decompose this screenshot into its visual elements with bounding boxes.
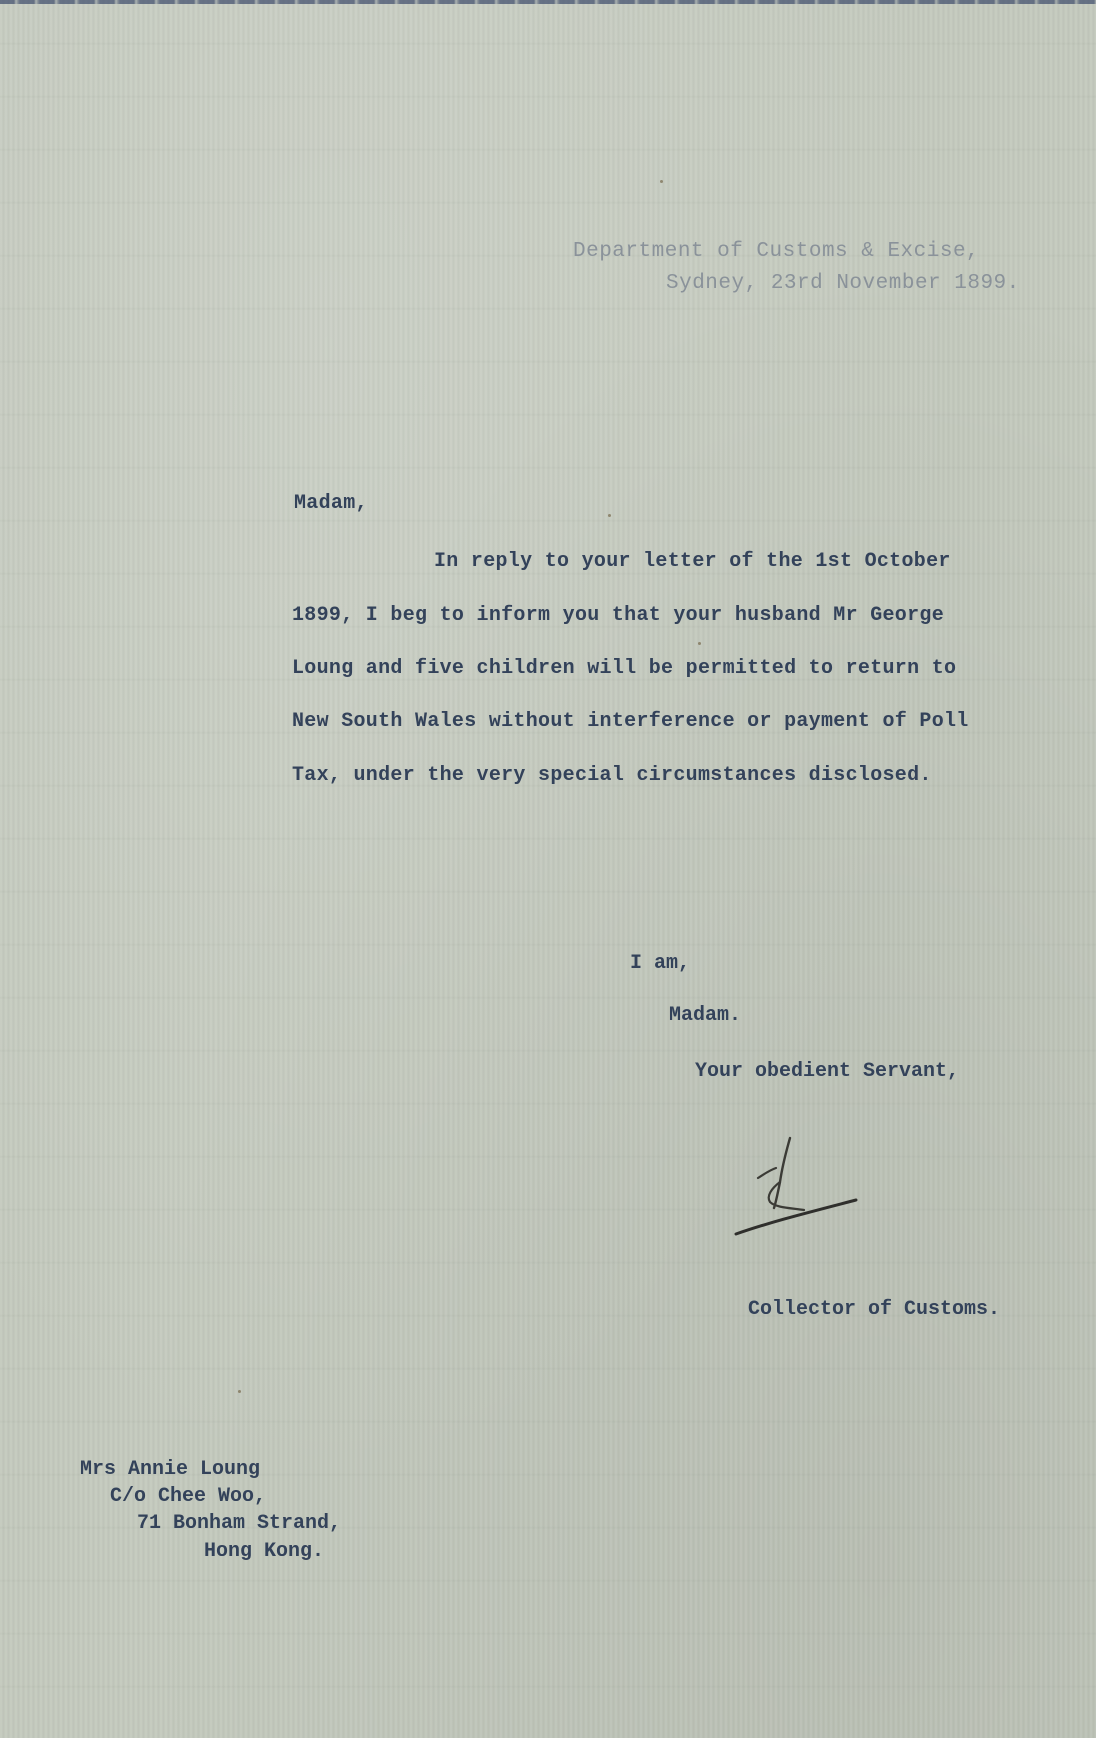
paper-speck [238,1390,241,1393]
recipient-street: 71 Bonham Strand, [137,1512,342,1535]
closing-madam: Madam. [669,1004,742,1027]
body-line-2: 1899, I beg to inform you that your husband Mr George [292,604,945,627]
recipient-name: Mrs Annie Loung [80,1458,261,1481]
body-line-1: In reply to your letter of the 1st October [434,550,951,573]
salutation: Madam, [294,492,368,515]
closing-obedient-servant: Your obedient Servant, [695,1060,960,1083]
recipient-care-of: C/o Chee Woo, [110,1485,267,1508]
body-line-5: Tax, under the very special circumstances disclosed. [292,764,932,787]
department-heading: Department of Customs & Excise, [573,240,980,263]
signatory-title: Collector of Customs. [748,1298,1001,1321]
body-line-4: New South Wales without interference or payment of Poll [292,710,969,733]
body-line-3: Loung and five children will be permitted to return to [292,657,957,680]
closing-i-am: I am, [630,952,691,975]
paper-speck [608,514,611,517]
paper-speck [660,180,663,183]
recipient-city: Hong Kong. [204,1540,325,1563]
page-top-border [0,0,1096,4]
paper-speck [698,642,701,645]
signature-mark [730,1130,860,1240]
place-date: Sydney, 23rd November 1899. [666,272,1020,295]
